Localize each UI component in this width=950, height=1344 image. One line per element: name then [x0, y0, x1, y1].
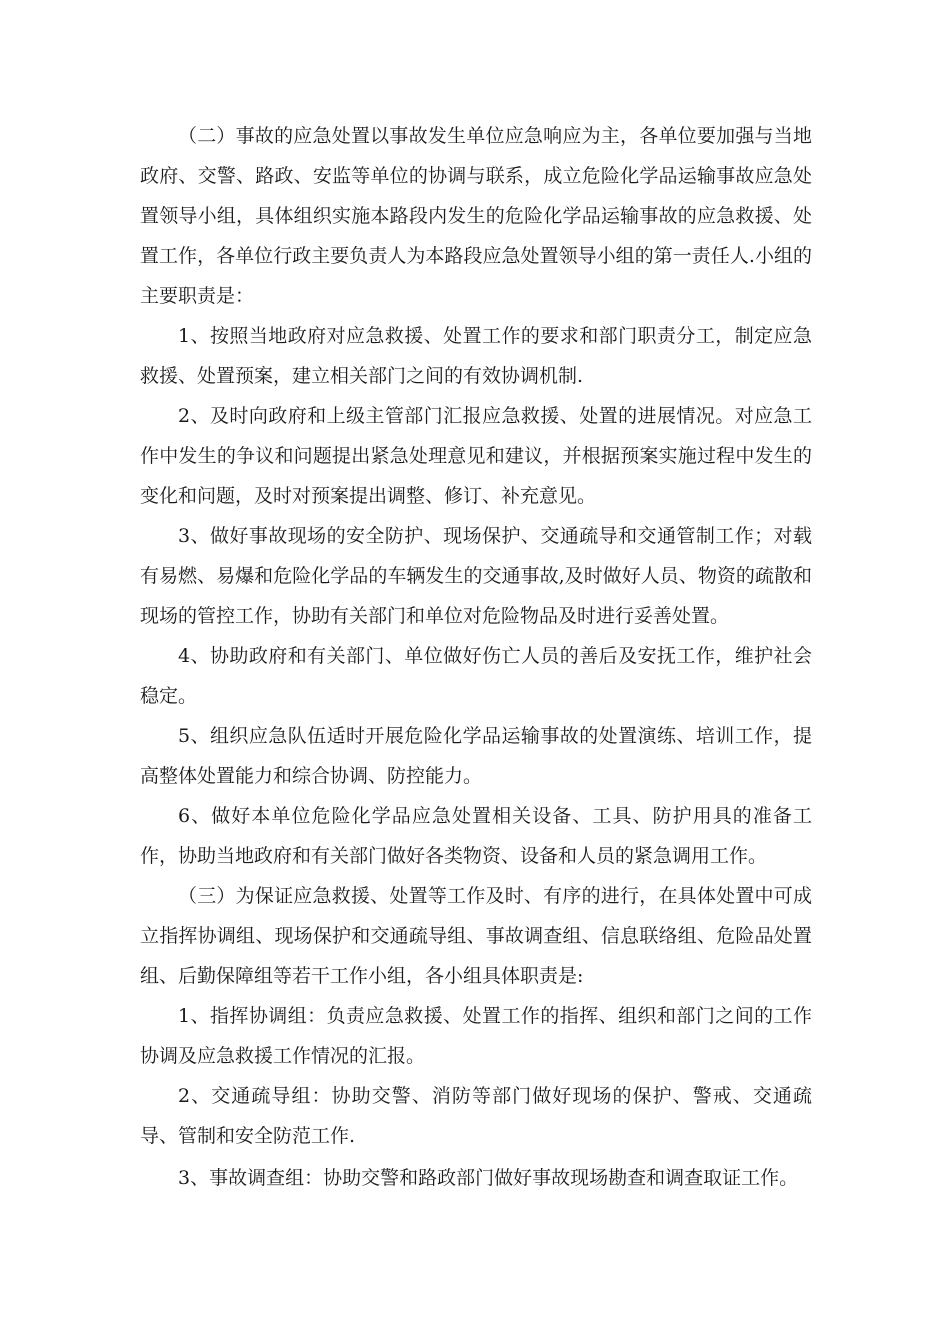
- paragraph-section-2-intro: （二）事故的应急处置以事故发生单位应急响应为主，各单位要加强与当地政府、交警、路政、安监等单位的协调与联系，成立危险化学品运输事故应急处置领导小组，具体组织实施本路段内发生的危险化学品运输事故的应急救援、处置工作，各单位行政主要负责人为本路段应急处置领导小组的第一责任人.小组的主要职责是：: [140, 125, 812, 307]
- paragraph-section-3-intro: （三）为保证应急救援、处置等工作及时、有序的进行，在具体处置中可成立指挥协调组、现场保护和交通疏导组、事故调查组、信息联络组、危险品处置组、后勤保障组等若干工作小组，各小组具体职责是:: [140, 885, 812, 987]
- paragraph-item-2: 2、及时向政府和上级主管部门汇报应急救援、处置的进展情况。对应急工作中发生的争议和问题提出紧急处理意见和建议，并根据预案实施过程中发生的变化和问题，及时对预案提出调整、修订、补充意见。: [140, 405, 812, 507]
- paragraph-item-6: 6、做好本单位危险化学品应急处置相关设备、工具、防护用具的准备工作，协助当地政府和有关部门做好各类物资、设备和人员的紧急调用工作。: [140, 805, 812, 867]
- document-page: [140, 116, 812, 1198]
- paragraph-group-investigation: 3、事故调查组：协助交警和路政部门做好事故现场勘查和调查取证工作。: [178, 1167, 799, 1189]
- paragraph-item-1: 1、按照当地政府对应急救援、处置工作的要求和部门职责分工，制定应急救援、处置预案，建立相关部门之间的有效协调机制.: [140, 325, 812, 387]
- paragraph-item-3: 3、做好事故现场的安全防护、现场保护、交通疏导和交通管制工作；对载有易燃、易爆和危险化学品的车辆发生的交通事故,及时做好人员、物资的疏散和现场的管控工作，协助有关部门和单位对危险物品及时进行妥善处置。: [140, 525, 812, 627]
- paragraph-item-4: 4、协助政府和有关部门、单位做好伤亡人员的善后及安抚工作，维护社会稳定。: [140, 645, 812, 707]
- paragraph-group-command: 1、指挥协调组：负责应急救援、处置工作的指挥、组织和部门之间的工作协调及应急救援工作情况的汇报。: [140, 1005, 812, 1067]
- paragraph-item-5: 5、组织应急队伍适时开展危险化学品运输事故的处置演练、培训工作，提高整体处置能力和综合协调、防控能力。: [140, 725, 812, 787]
- paragraph-group-traffic: 2、交通疏导组：协助交警、消防等部门做好现场的保护、警戒、交通疏导、管制和安全防范工作.: [140, 1085, 812, 1147]
